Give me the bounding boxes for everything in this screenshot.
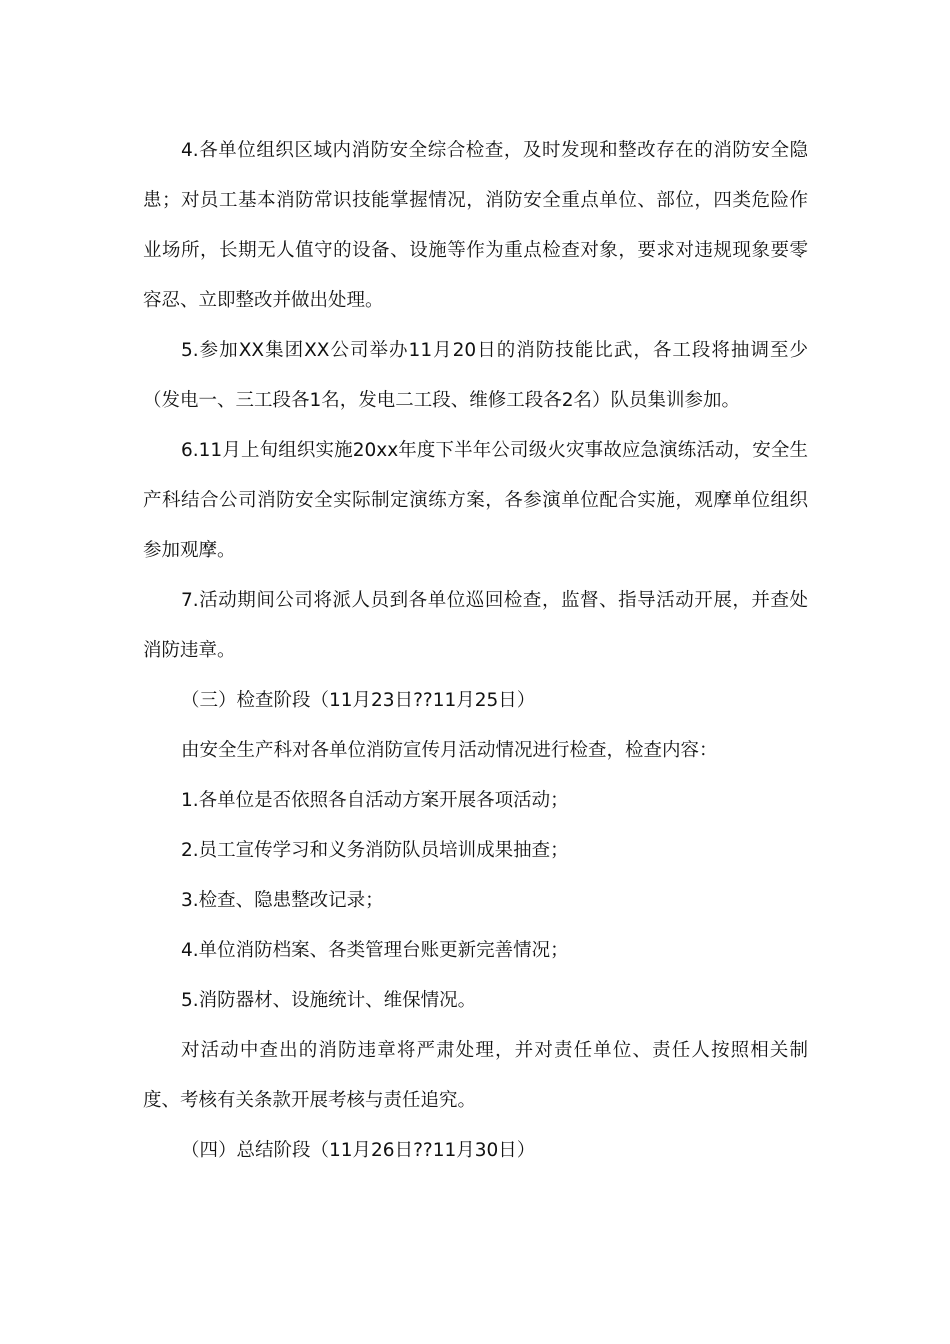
paragraph-item-4-inspection: 4.各单位组织区域内消防安全综合检查，及时发现和整改存在的消防安全隐患；对员工基本消防常识技能掌握情况，消防安全重点单位、部位，四类危险作业场所，长期无人值守的设备、设施等作为重点检查对象，要求对违规现象要零容忍、立即整改并做出处理。: [143, 140, 808, 311]
section-heading-summary-stage: （四）总结阶段（11月26日??11月30日）: [181, 1140, 536, 1161]
section-heading-inspection-stage: （三）检查阶段（11月23日??11月25日）: [181, 690, 536, 711]
list-item-check-4: 4.单位消防档案、各类管理台账更新完善情况；: [181, 940, 569, 961]
document-body: [143, 126, 808, 1176]
list-item-check-3: 3.检查、隐患整改记录；: [181, 890, 384, 911]
paragraph-item-6-drill: 6.11月上旬组织实施20xx年度下半年公司级火灾事故应急演练活动，安全生产科结合公司消防安全实际制定演练方案，各参演单位配合实施，观摩单位组织参加观摩。: [143, 440, 808, 561]
paragraph-violation-handling: 对活动中查出的消防违章将严肃处理，并对责任单位、责任人按照相关制度、考核有关条款开展考核与责任追究。: [143, 1040, 808, 1111]
list-item-check-1: 1.各单位是否依照各自活动方案开展各项活动；: [181, 790, 569, 811]
list-item-check-2: 2.员工宣传学习和义务消防队员培训成果抽查；: [181, 840, 569, 861]
list-item-check-5: 5.消防器材、设施统计、维保情况。: [181, 990, 477, 1011]
paragraph-inspection-intro: 由安全生产科对各单位消防宣传月活动情况进行检查，检查内容：: [181, 740, 718, 761]
paragraph-item-5-competition: 5.参加XX集团XX公司举办11月20日的消防技能比武，各工段将抽调至少（发电一、三工段各1名，发电二工段、维修工段各2名）队员集训参加。: [143, 340, 808, 411]
paragraph-item-7-patrol: 7.活动期间公司将派人员到各单位巡回检查，监督、指导活动开展，并查处消防违章。: [143, 590, 808, 661]
